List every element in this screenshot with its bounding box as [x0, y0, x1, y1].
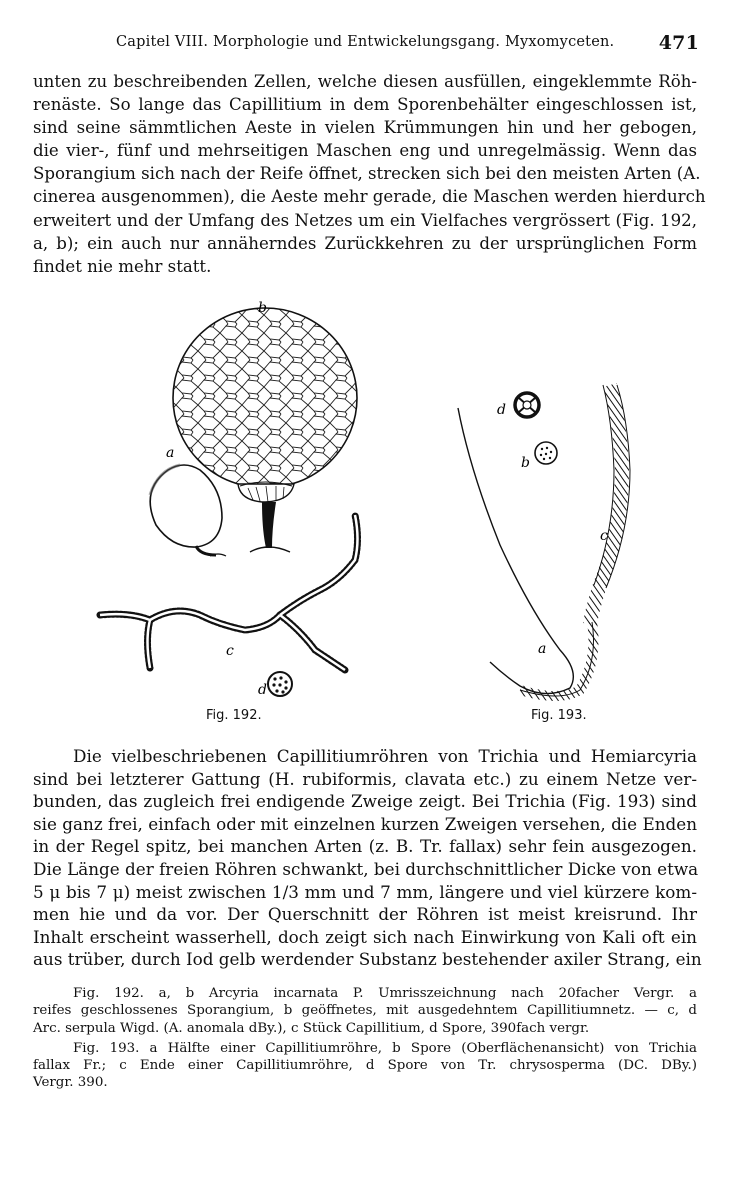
fig192-caption: Fig. 192.: [206, 708, 262, 723]
fig193-label-a: a: [538, 641, 547, 657]
footnotes: [33, 985, 697, 1095]
fig193-label-d: d: [497, 402, 506, 418]
fig193-tube-end-c: [590, 385, 630, 624]
text-line: men hie und da vor. Der Querschnitt der Röhren ist meist kreisrund. Ihr: [33, 904, 697, 925]
text-line: sie ganz frei, einfach oder mit einzelnen kurzen Zweigen versehen, die Enden: [33, 813, 697, 834]
fig193-tube-a: [458, 408, 594, 696]
text-line: erweitert und der Umfang des Netzes um ein Vielfaches vergrössert (Fig. 192,: [33, 210, 697, 230]
footnote-line: reifes geschlossenes Sporangium, b geöffnetes, mit ausgedehntem Capillitiumnetz. — c, d: [33, 1003, 697, 1019]
text-line: Inhalt erscheint wasserhell, doch zeigt sich nach Einwirkung von Kali oft ein: [33, 926, 697, 947]
footnote-line: Fig. 192. a, b Arcyria incarnata P. Umrisszeichnung nach 20facher Vergr. a: [73, 986, 697, 1001]
fig192-label-d: d: [258, 682, 267, 698]
footnote-line: fallax Fr.; c Ende einer Capillitiumröhre, d Spore von Tr. chrysosperma (DC. DBy.): [33, 1058, 697, 1074]
text-line: cinerea ausgenommen), die Aeste mehr gerade, die Maschen werden hierdurch: [33, 187, 706, 207]
fig193-spore-b: [535, 442, 557, 464]
fig193-label-b: b: [521, 455, 530, 471]
text-line: bunden, das zugleich frei endigende Zweige zeigt. Bei Trichia (Fig. 193) sind: [33, 791, 697, 812]
page-number: 471: [658, 32, 699, 54]
fig192-spore-d: [268, 672, 292, 696]
fig192-sporangium-a: [150, 465, 226, 556]
text-line: in der Regel spitz, bei manchen Arten (z. B. Tr. fallax) sehr fein ausgezogen.: [33, 836, 697, 857]
footnote-line: Arc. serpula Wigd. (A. anomala dBy.), c Stück Capillitium, d Spore, 390fach vergr.: [33, 1020, 590, 1036]
fig192-label-a: a: [166, 445, 175, 461]
footnote-fig193: [33, 1040, 697, 1092]
footnote-line: Fig. 193. a Hälfte einer Capillitiumröhre, b Spore (Oberflächenansicht) von Trichia: [73, 1040, 697, 1056]
text-line: die vier-, fünf und mehrseitigen Maschen eng und unregelmässig. Wenn das: [33, 141, 697, 161]
text-line: Die Länge der freien Röhren schwankt, bei durchschnittlicher Dicke von etwa: [33, 858, 699, 879]
text-line: unten zu beschreibenden Zellen, welche diesen ausfüllen, eingeklemmte Röh-: [33, 72, 697, 91]
text-line: Sporangium sich nach der Reife öffnet, strecken sich bei den meisten Arten (A.: [33, 164, 701, 184]
fig192-label-b: b: [258, 300, 267, 316]
running-title: Capitel VIII. Morphologie und Entwickelungsgang. Myxomyceten.: [116, 34, 615, 50]
text-line: renäste. So lange das Capillitium in dem Sporenbehälter eingeschlossen ist,: [33, 95, 697, 115]
text-line: sind bei letzterer Gattung (H. rubiformis, clavata etc.) zu einem Netze ver-: [33, 768, 697, 789]
text-line: Die vielbeschriebenen Capillitiumröhren von Trichia und Hemiarcyria: [73, 746, 697, 766]
paragraph-2: [33, 745, 702, 971]
text-line: 5 μ bis 7 μ) meist zwischen 1/3 mm und 7 mm, längere und viel kürzere kom-: [33, 881, 697, 902]
footnote-line: Vergr. 390.: [33, 1075, 108, 1091]
text-line: findet nie mehr statt.: [33, 256, 212, 276]
fig193-spore-d: [515, 393, 539, 417]
footnote-fig192: [33, 985, 697, 1037]
text-line: aus trüber, durch Iod gelb werdender Substanz bestehender axiler Strang, ein: [33, 949, 702, 970]
fig192-label-c: c: [226, 643, 234, 659]
text-line: sind seine sämmtlichen Aeste in vielen Krümmungen hin und her gebogen,: [33, 118, 697, 138]
fig193-label-c: c: [600, 528, 608, 544]
text-line: a, b); ein auch nur annäherndes Zurückkehren zu der ursprünglichen Form: [33, 233, 697, 253]
fig193-caption: Fig. 193.: [531, 708, 587, 723]
